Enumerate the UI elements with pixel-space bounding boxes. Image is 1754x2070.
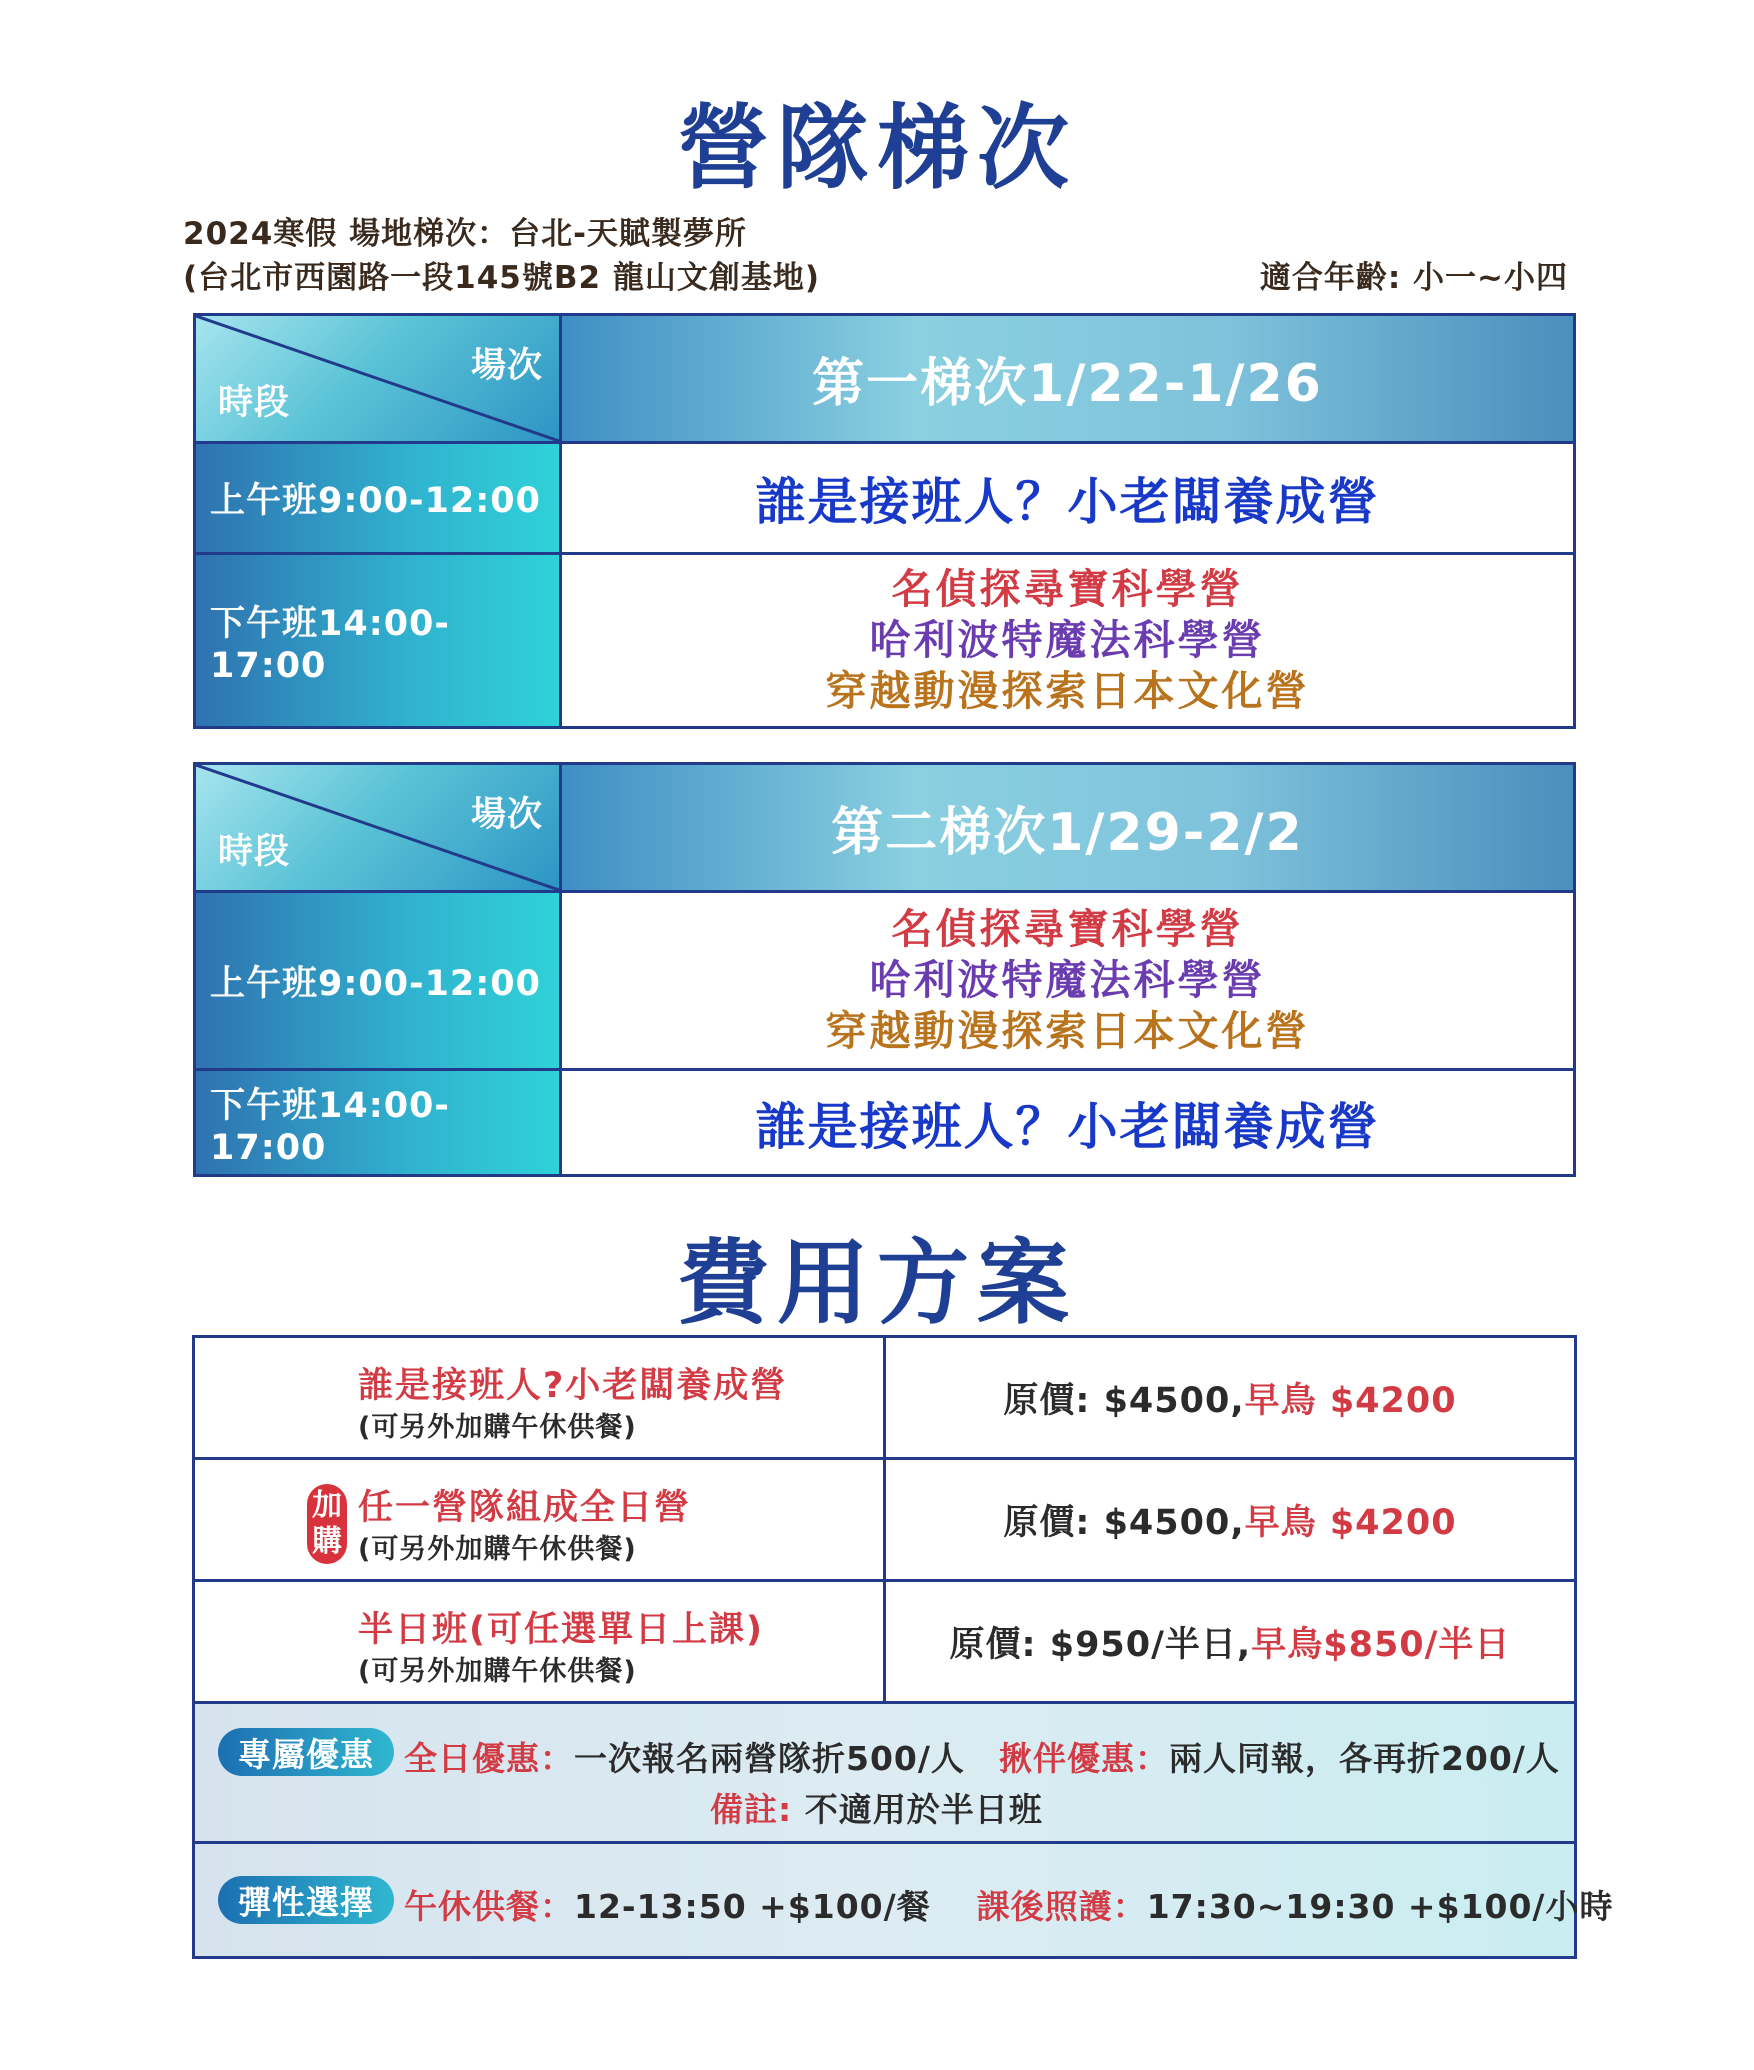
plan-note: (可另外加購午休供餐)	[358, 1656, 637, 1687]
fee-plan-cell	[195, 1460, 886, 1579]
exclusive-pill: 專屬優惠	[218, 1728, 394, 1776]
lunch-label: 午休供餐：	[404, 1887, 574, 1926]
camp-name: 哈利波特魔法科學營	[869, 956, 1266, 1004]
afternoon-camps	[562, 555, 1573, 726]
price-cell	[886, 1338, 1574, 1457]
aftercare-label: 課後照護：	[976, 1887, 1147, 1926]
add-on-badge	[307, 1484, 347, 1564]
morning-camps	[562, 893, 1573, 1068]
schedule-table-2	[193, 762, 1576, 1177]
fee-plan-cell	[195, 1338, 886, 1457]
schedule-table-1	[193, 313, 1576, 729]
camp-name: 穿越動漫探索日本文化營	[825, 1007, 1310, 1055]
table-row	[196, 444, 1573, 555]
camp-name: 穿越動漫探索日本文化營	[825, 667, 1310, 715]
fee-plan-cell	[195, 1582, 886, 1701]
early-bird-price: 早鳥 $4200	[1244, 1502, 1457, 1543]
plan-note: (可另外加購午休供餐)	[358, 1534, 637, 1565]
badge-char: 加	[312, 1488, 342, 1523]
lunch-text: 12-13:50 +$100/餐	[574, 1887, 931, 1926]
plan-name: 誰是接班人?小老闆養成營	[358, 1366, 788, 1406]
header-time-label: 時段	[218, 383, 291, 423]
morning-label: 上午班9:00-12:00	[196, 893, 562, 1068]
afternoon-camps	[562, 1071, 1573, 1174]
batch-title: 第一梯次1/22-1/26	[562, 316, 1573, 441]
exclusive-offers-line	[404, 1733, 1560, 1780]
badge-char: 購	[312, 1524, 342, 1559]
fee-title: 費用方案	[676, 1230, 1077, 1337]
table-row	[196, 555, 1573, 726]
note-label: 備註:	[710, 1790, 793, 1829]
morning-label: 上午班9:00-12:00	[196, 444, 562, 552]
camp-name: 誰是接班人？小老闆養成營	[755, 473, 1380, 531]
full-day-label: 全日優惠：	[404, 1739, 574, 1778]
table-row	[196, 1071, 1573, 1174]
original-price: 原價: $4500,	[1003, 1502, 1245, 1543]
afternoon-label: 下午班14:00-17:00	[196, 1071, 562, 1174]
buddy-text: 兩人同報，各再折200/人	[1168, 1739, 1560, 1778]
flexible-options-line	[404, 1881, 1613, 1928]
full-day-text: 一次報名兩營隊折500/人	[574, 1739, 965, 1778]
aftercare-text: 17:30~19:30 +$100/小時	[1146, 1887, 1614, 1926]
header-session-label: 場次	[470, 346, 543, 386]
exclusive-note-line	[710, 1784, 1043, 1831]
plan-name: 半日班(可任選單日上課)	[358, 1610, 764, 1650]
table-header-row	[196, 765, 1573, 893]
plan-note: (可另外加購午休供餐)	[358, 1412, 637, 1443]
table-header-row	[196, 316, 1573, 444]
camp-name: 哈利波特魔法科學營	[869, 616, 1266, 664]
camp-name: 誰是接班人？小老闆養成營	[755, 1097, 1380, 1156]
camp-name: 名偵探尋寶科學營	[891, 565, 1244, 613]
schedule-title: 營隊梯次	[676, 95, 1077, 202]
batch-title: 第二梯次1/29-2/2	[562, 765, 1573, 890]
fee-row	[195, 1582, 1574, 1704]
original-price: 原價: $4500,	[1003, 1380, 1245, 1421]
header-corner-cell	[196, 765, 562, 890]
camp-name: 名偵探尋寶科學營	[891, 905, 1244, 953]
early-bird-price: 早鳥 $4200	[1244, 1380, 1457, 1421]
header-session-label: 場次	[470, 795, 543, 835]
header-time-label: 時段	[218, 832, 291, 872]
morning-camps	[562, 444, 1573, 552]
price-cell	[886, 1582, 1574, 1701]
early-bird-price: 早鳥$850/半日	[1251, 1624, 1511, 1665]
venue-address: (台北市西園路一段145號B2 龍山文創基地)	[183, 260, 821, 296]
note-text: 不適用於半日班	[792, 1790, 1043, 1829]
fee-table	[192, 1335, 1614, 1959]
fee-row	[195, 1338, 1574, 1460]
flexible-pill: 彈性選擇	[218, 1876, 394, 1924]
exclusive-offer-row	[195, 1704, 1574, 1844]
table-row	[196, 893, 1573, 1071]
age-range: 適合年齡: 小一~小四	[1259, 260, 1568, 296]
fee-row	[195, 1460, 1574, 1582]
flexible-option-row	[195, 1844, 1614, 1956]
price-cell	[886, 1460, 1574, 1579]
original-price: 原價: $950/半日,	[949, 1624, 1252, 1665]
plan-name: 任一營隊組成全日營	[358, 1488, 692, 1528]
header-corner-cell	[196, 316, 562, 441]
venue-info: 2024寒假 場地梯次：台北-天賦製夢所	[183, 216, 747, 252]
afternoon-label: 下午班14:00-17:00	[196, 555, 562, 726]
buddy-label: 揪伴優惠：	[998, 1739, 1169, 1778]
